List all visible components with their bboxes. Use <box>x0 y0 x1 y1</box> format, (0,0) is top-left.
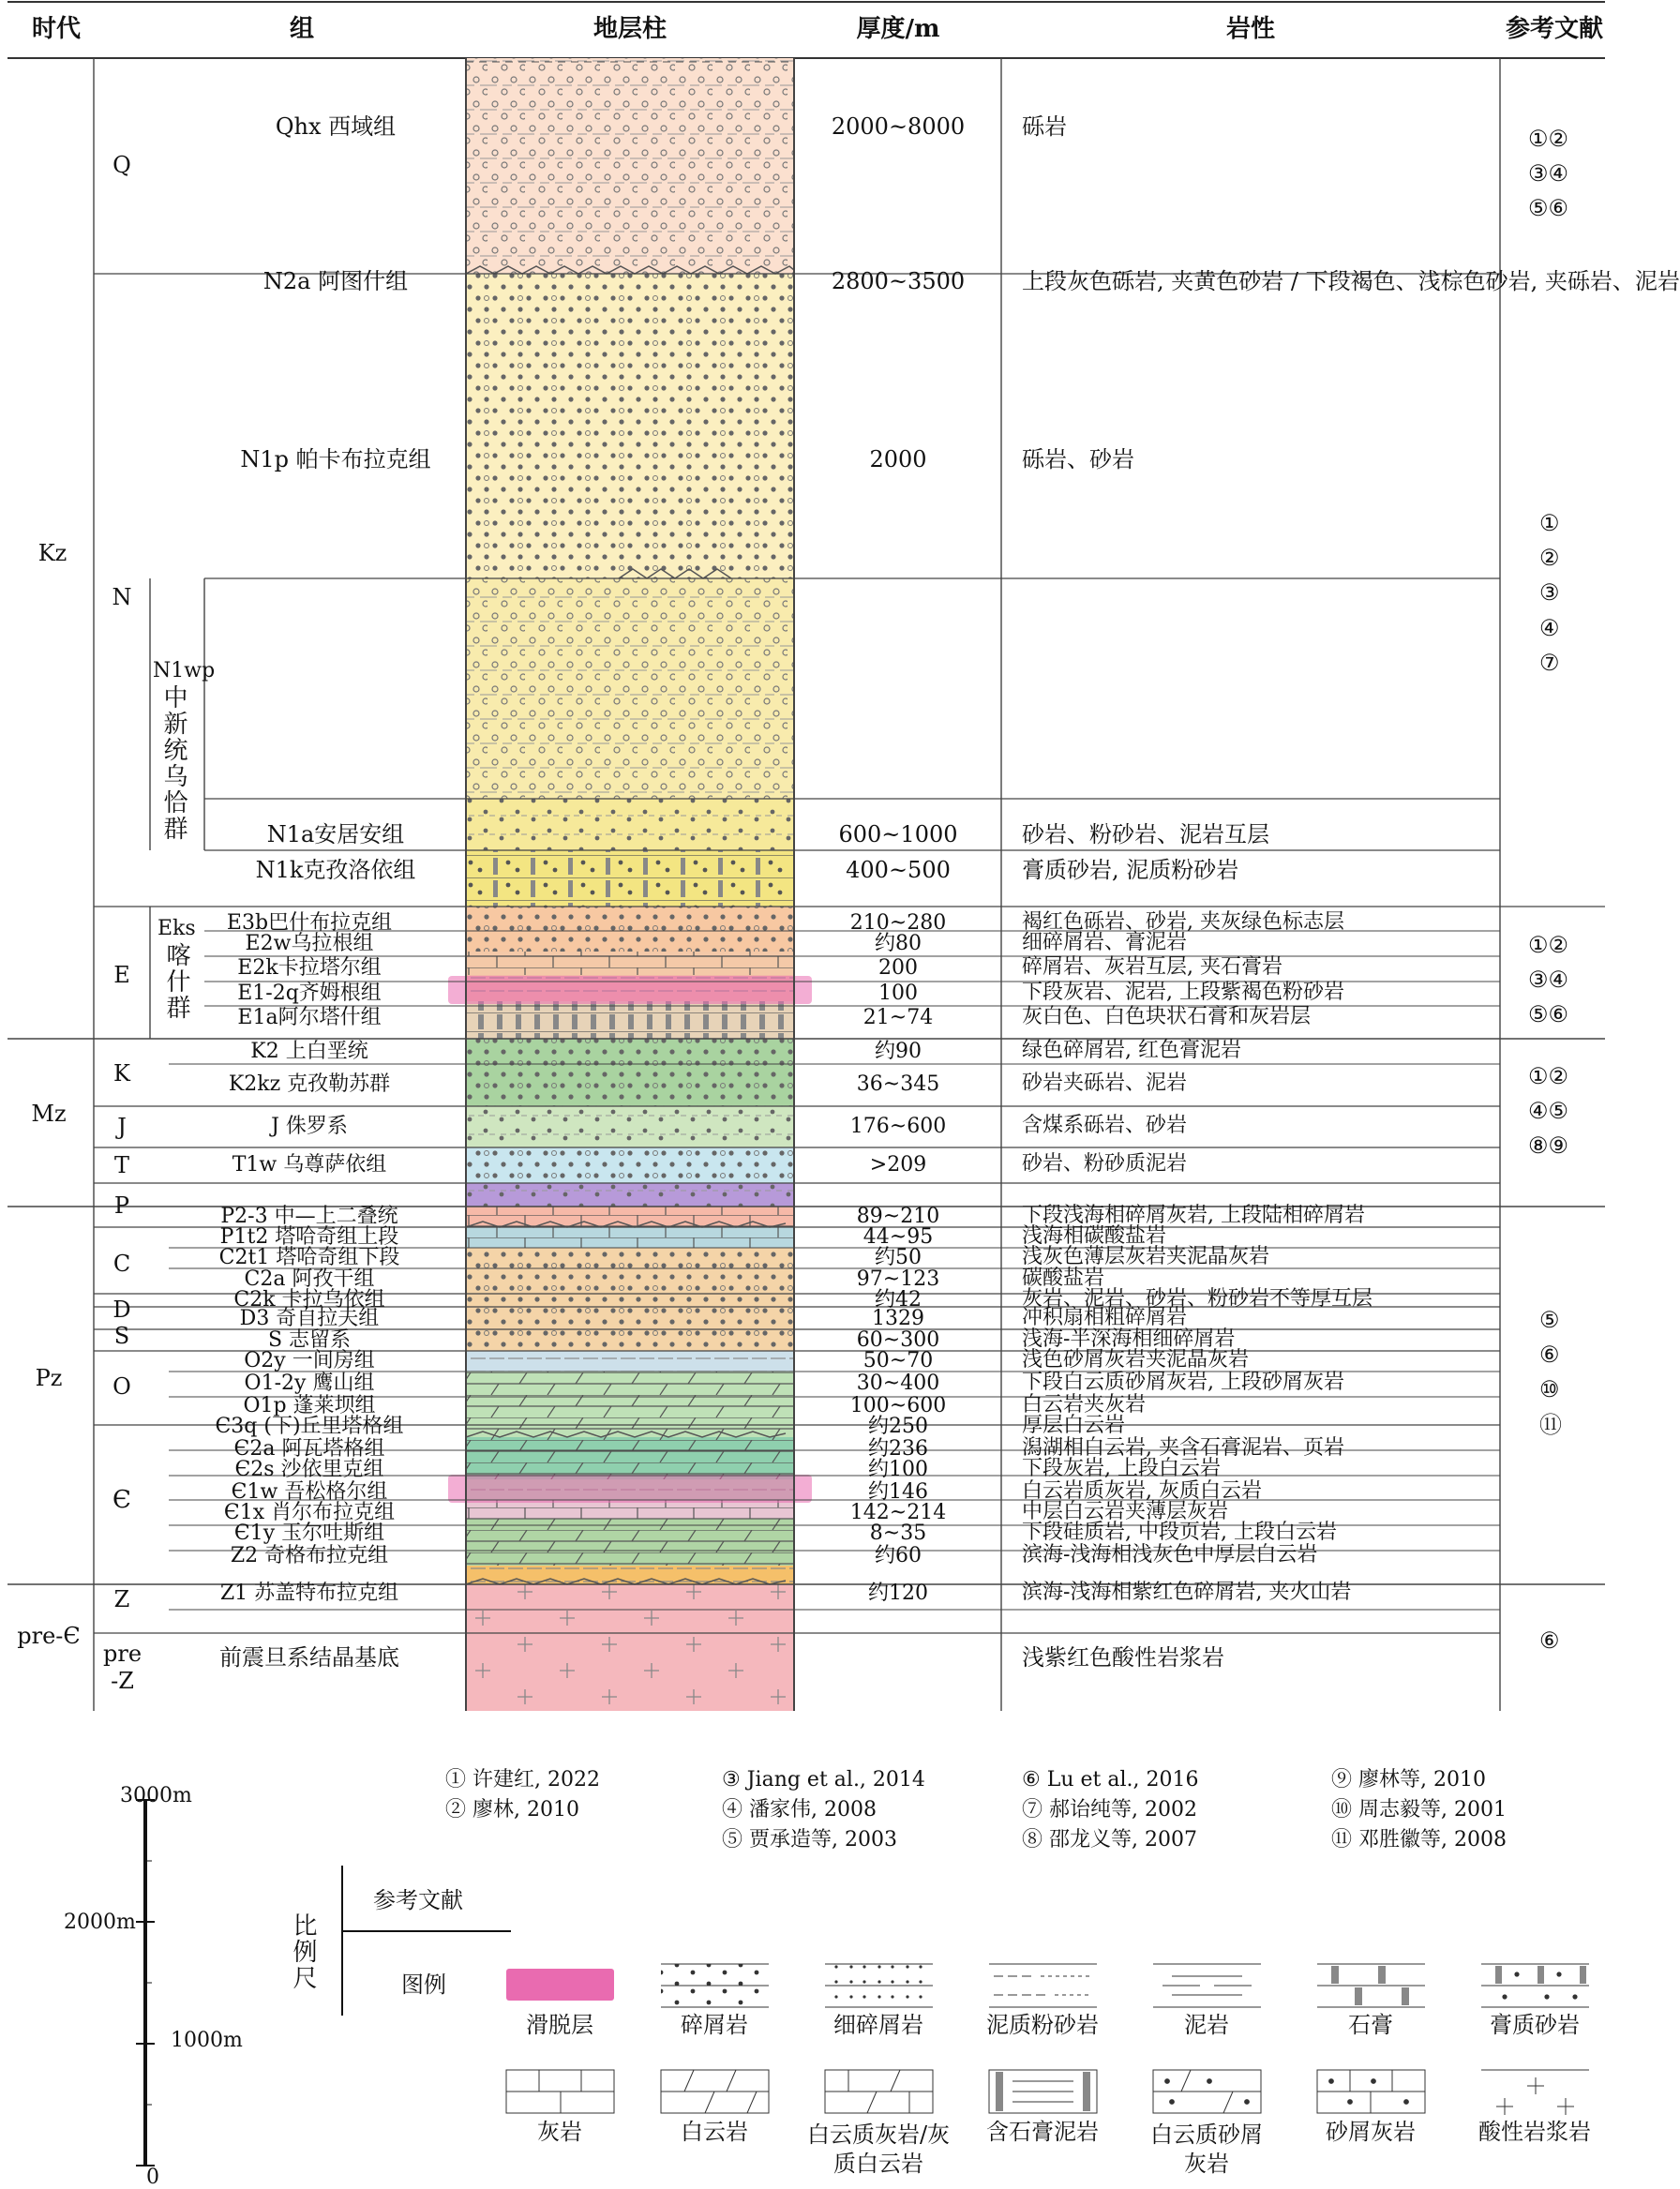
unit-name: Є1y 玉尔吐斯组 <box>233 1522 385 1545</box>
refs-n: ① ② ③ ④ ⑦ <box>1539 510 1560 676</box>
period-e: E <box>113 962 130 988</box>
unit-thickness: 约250 <box>868 1415 928 1438</box>
period-cambrian: Є <box>112 1486 131 1514</box>
legend-label-silty-mudstone: 泥质粉砂岩 <box>986 2012 1099 2038</box>
era-mz: Mz <box>31 1101 67 1127</box>
unit-name: Z2 奇格布拉克组 <box>230 1544 389 1567</box>
header-lithology: 岩性 <box>1225 15 1276 43</box>
refs-pre: ⑥ <box>1539 1627 1560 1654</box>
refs-mz: ①② ④⑤ ⑧⑨ <box>1528 1063 1569 1160</box>
subgroup-eks-name: 喀什群 <box>162 942 190 1021</box>
legend-label-dolomitic-calcarenite: 白云质砂屑灰岩 <box>1150 2122 1263 2178</box>
unit-lithology: 绿色碎屑岩, 红色膏泥岩 <box>1022 1039 1241 1062</box>
unit-lithology: 下段浅海相碎屑灰岩, 上段陆相碎屑岩 <box>1022 1204 1365 1227</box>
unit-lithology: 灰岩、泥岩、砂岩、粉砂岩不等厚互层 <box>1022 1287 1373 1311</box>
reference-11: ⑪ 邓胜徽等, 2008 <box>1331 1828 1507 1852</box>
legend-label-acid-magmatic: 酸性岩浆岩 <box>1478 2119 1591 2145</box>
legend-swatch-gypsum <box>1317 1964 1425 2007</box>
legend-label-mudstone: 泥岩 <box>1184 2012 1229 2038</box>
unit-name: K2 上白垩统 <box>250 1040 368 1063</box>
legend-label-detachment: 滑脱层 <box>526 2012 593 2038</box>
unit-name: Є1w 吾松格尔组 <box>231 1480 388 1504</box>
unit-name: C2a 阿孜干组 <box>244 1267 375 1291</box>
legend-swatch-clastic <box>661 1964 769 2007</box>
unit-thickness: 约146 <box>868 1480 928 1504</box>
unit-name: O1-2y 鹰山组 <box>244 1372 375 1395</box>
unit-thickness: 100 <box>878 982 918 1005</box>
unit-name: Z1 苏盖特布拉克组 <box>219 1582 399 1605</box>
unit-lithology: 下段灰岩, 上段白云岩 <box>1022 1457 1221 1480</box>
period-p: P <box>113 1192 130 1219</box>
unit-thickness: 600~1000 <box>838 821 958 847</box>
legend-swatch-dolomite <box>661 2070 769 2113</box>
period-q: Q <box>112 152 131 178</box>
unit-lithology: 浅海相碳酸盐岩 <box>1022 1224 1167 1248</box>
unit-name: C2t1 塔哈奇组下段 <box>218 1246 400 1269</box>
unit-thickness: 约90 <box>875 1040 922 1063</box>
unit-name: S 志留系 <box>267 1328 352 1352</box>
unit-thickness: 约100 <box>868 1458 928 1481</box>
legend-swatch-fine-clastic <box>825 1964 933 2007</box>
refs-q: ①② ③④ ⑤⑥ <box>1528 126 1569 222</box>
unit-lithology: 滨海-浅海相浅灰色中厚层白云岩 <box>1022 1543 1318 1567</box>
unit-name: C2k 卡拉乌依组 <box>233 1288 385 1312</box>
subgroup-n1wp-code: N1wp <box>153 659 216 682</box>
reference-9: ⑨ 廖林等, 2010 <box>1331 1768 1486 1792</box>
reference-2: ② 廖林, 2010 <box>445 1798 579 1822</box>
legend-title: 图例 <box>401 1972 446 1998</box>
unit-name: N1a安居安组 <box>266 821 405 847</box>
unit-lithology: 砾岩、砂岩 <box>1022 446 1134 472</box>
legend-swatch-detachment <box>506 1969 614 2001</box>
header-refs: 参考文献 <box>1505 15 1604 43</box>
period-t: T <box>113 1152 130 1178</box>
unit-thickness: 50~70 <box>862 1349 934 1372</box>
era-pz: Pz <box>35 1365 63 1391</box>
detachment-layer-cambrian <box>448 1475 812 1503</box>
unit-name: E2w乌拉根组 <box>245 932 374 955</box>
legend-swatch-gypsiferous-sandstone <box>1481 1964 1589 2007</box>
unit-lithology: 下段白云质砂屑灰岩, 上段砂屑灰岩 <box>1022 1371 1344 1394</box>
unit-thickness: 2800~3500 <box>831 268 966 294</box>
reference-8: ⑧ 邵龙义等, 2007 <box>1022 1828 1197 1852</box>
unit-name: E1-2q齐姆根组 <box>237 982 382 1005</box>
unit-thickness: 21~74 <box>862 1006 934 1029</box>
unit-lithology: 冲积扇相粗碎屑岩 <box>1022 1306 1188 1329</box>
legend-swatch-dolomitic-limestone <box>825 2070 933 2113</box>
unit-lithology: 白云岩质灰岩, 灰质白云岩 <box>1022 1479 1262 1503</box>
unit-name: Є3q (下)丘里塔格组 <box>215 1415 404 1438</box>
reference-1: ① 许建红, 2022 <box>445 1768 600 1792</box>
unit-thickness: 60~300 <box>856 1328 940 1352</box>
unit-thickness: 400~500 <box>846 857 951 883</box>
subgroup-n1wp-name: 中新统乌恰群 <box>159 684 188 842</box>
unit-lithology: 含煤系砾岩、砂岩 <box>1022 1114 1188 1137</box>
unit-lithology: 滨海-浅海相紫红色碎屑岩, 夹火山岩 <box>1022 1581 1352 1604</box>
legend-label-fine-clastic: 细碎屑岩 <box>833 2012 923 2038</box>
legend-label-dolomite: 白云岩 <box>681 2119 748 2145</box>
unit-thickness: 44~95 <box>862 1225 934 1249</box>
unit-lithology: 下段硅质岩, 中段页岩, 上段白云岩 <box>1022 1521 1337 1544</box>
legend-label-calcarenite: 砂屑灰岩 <box>1326 2119 1416 2145</box>
refs-legend-title: 参考文献 <box>373 1887 463 1913</box>
legend-swatch-acid-magmatic <box>1481 2070 1589 2115</box>
unit-lithology: 白云岩夹灰岩 <box>1022 1393 1147 1417</box>
scale-tick-1000: 1000m <box>171 2029 243 2052</box>
unit-name: P1t2 塔哈奇组上段 <box>219 1225 399 1249</box>
unit-thickness: 210~280 <box>849 911 947 935</box>
unit-name: E3b巴什布拉克组 <box>226 911 393 935</box>
unit-name: E1a阿尔塔什组 <box>237 1006 382 1029</box>
unit-thickness: 约80 <box>875 932 922 955</box>
period-z: Z <box>113 1586 130 1612</box>
unit-lithology: 浅灰色薄层灰岩夹泥晶灰岩 <box>1022 1245 1270 1268</box>
legend-label-gypsiferous-sandstone: 膏质砂岩 <box>1490 2012 1580 2038</box>
unit-lithology: 厚层白云岩 <box>1022 1414 1126 1437</box>
unit-thickness: 97~123 <box>856 1267 940 1291</box>
reference-6: ⑥ Lu et al., 2016 <box>1022 1768 1199 1792</box>
unit-lithology: 潟湖相白云岩, 夹含石膏泥岩、页岩 <box>1022 1436 1344 1460</box>
period-n: N <box>112 584 132 610</box>
header-era: 时代 <box>31 15 82 43</box>
unit-thickness: 100~600 <box>849 1394 947 1417</box>
unit-thickness: 176~600 <box>849 1115 947 1138</box>
refs-pz: ⑤ ⑥ ⑩ ⑪ <box>1539 1307 1562 1438</box>
legend-label-gypsiferous-mudstone: 含石膏泥岩 <box>986 2119 1099 2145</box>
unit-thickness: 2000~8000 <box>831 113 966 140</box>
unit-lithology: 砂岩夹砾岩、泥岩 <box>1022 1072 1188 1095</box>
period-s: S <box>113 1323 130 1349</box>
unit-name: O1p 蓬莱坝组 <box>243 1394 376 1417</box>
reference-7: ⑦ 郝诒纯等, 2002 <box>1022 1798 1197 1822</box>
scale-tick-2000: 2000m <box>64 1911 136 1934</box>
unit-lithology: 细碎屑岩、膏泥岩 <box>1022 931 1188 954</box>
unit-thickness: 约50 <box>875 1246 922 1269</box>
legend-label-gypsum: 石膏 <box>1348 2012 1393 2038</box>
period-d: D <box>112 1297 131 1323</box>
legend-swatch-mudstone <box>1153 1964 1261 2007</box>
header-column: 地层柱 <box>592 15 668 43</box>
scale-title: 比例尺 <box>289 1912 317 1991</box>
unit-lithology: 浅紫红色酸性岩浆岩 <box>1022 1644 1224 1671</box>
unit-thickness: 36~345 <box>856 1072 940 1096</box>
reference-10: ⑩ 周志毅等, 2001 <box>1331 1798 1507 1822</box>
unit-thickness: >209 <box>869 1153 927 1177</box>
unit-name: Qhx 西域组 <box>275 113 397 140</box>
unit-name: J 侏罗系 <box>271 1115 348 1138</box>
period-k: K <box>113 1060 130 1087</box>
unit-thickness: 约120 <box>868 1582 928 1605</box>
refs-e: ①② ③④ ⑤⑥ <box>1528 932 1569 1028</box>
header-group: 组 <box>289 15 315 43</box>
unit-lithology: 灰白色、白色块状石膏和灰岩层 <box>1022 1005 1312 1028</box>
unit-name: Є2a 阿瓦塔格组 <box>233 1437 385 1461</box>
unit-name: K2kz 克孜勒苏群 <box>228 1072 391 1096</box>
unit-thickness: 8~35 <box>869 1522 927 1545</box>
scale-tick-0: 0 <box>146 2166 159 2189</box>
era-kz: Kz <box>38 540 68 566</box>
unit-name: Є2s 沙依里克组 <box>234 1458 384 1481</box>
unit-lithology: 碎屑岩、灰岩互层, 夹石膏岩 <box>1022 955 1282 979</box>
unit-thickness: 约236 <box>868 1437 928 1461</box>
unit-lithology: 砂岩、粉砂质泥岩 <box>1022 1152 1188 1176</box>
unit-lithology: 下段灰岩、泥岩, 上段紫褐色粉砂岩 <box>1022 981 1344 1004</box>
reference-3: ③ Jiang et al., 2014 <box>722 1768 925 1792</box>
era-pre: pre-Є <box>17 1623 81 1649</box>
unit-lithology: 浅色砂屑灰岩夹泥晶灰岩 <box>1022 1348 1250 1372</box>
reference-4: ④ 潘家伟, 2008 <box>722 1798 877 1822</box>
legend-swatch-calcarenite <box>1317 2070 1425 2113</box>
unit-name: 前震旦系结晶基底 <box>219 1644 399 1671</box>
period-o: O <box>112 1373 131 1400</box>
legend-swatch-silty-mudstone <box>989 1964 1097 2007</box>
legend-label-limestone: 灰岩 <box>537 2119 582 2145</box>
reference-5: ⑤ 贾承造等, 2003 <box>722 1828 897 1852</box>
unit-thickness: 30~400 <box>856 1372 940 1395</box>
unit-lithology: 上段灰色砾岩, 夹黄色砂岩 / 下段褐色、浅棕色砂岩, 夹砾岩、泥岩 <box>1022 268 1680 294</box>
unit-thickness: 约60 <box>875 1544 922 1567</box>
unit-name: N1p 帕卡布拉克组 <box>240 446 431 472</box>
unit-name: N2a 阿图什组 <box>262 268 409 294</box>
unit-lithology: 浅海-半深海相细碎屑岩 <box>1022 1327 1236 1351</box>
legend-swatch-limestone <box>506 2070 614 2113</box>
header-thickness: 厚度/m <box>856 15 940 43</box>
unit-lithology: 褐红色砾岩、砂岩, 夹灰绿色标志层 <box>1022 910 1344 934</box>
legend-label-dolomitic-limestone: 白云质灰岩/灰质白云岩 <box>806 2122 951 2178</box>
unit-lithology: 中层白云岩夹薄层灰岩 <box>1022 1500 1229 1523</box>
detachment-layer-e <box>448 976 812 1004</box>
subgroup-eks-code: Eks <box>158 917 196 940</box>
unit-name: N1k克孜洛依组 <box>255 857 416 883</box>
scale-tick-3000: 3000m <box>120 1784 192 1807</box>
unit-name: T1w 乌尊萨依组 <box>232 1153 387 1177</box>
unit-name: O2y 一间房组 <box>244 1349 375 1372</box>
unit-name: E2k卡拉塔尔组 <box>237 956 382 980</box>
unit-lithology: 砂岩、粉砂岩、泥岩互层 <box>1022 821 1269 847</box>
period-j: J <box>117 1114 127 1140</box>
unit-thickness: 142~214 <box>849 1501 947 1524</box>
unit-name: Є1x 肖尔布拉克组 <box>223 1501 396 1524</box>
unit-lithology: 碳酸盐岩 <box>1022 1267 1105 1290</box>
legend-label-clastic: 碎屑岩 <box>681 2012 748 2038</box>
unit-lithology: 砾岩 <box>1022 113 1067 140</box>
legend-swatch-gypsiferous-mudstone <box>989 2070 1097 2113</box>
unit-thickness: 2000 <box>869 446 927 472</box>
unit-name: D3 奇自拉夫组 <box>239 1307 380 1330</box>
unit-thickness: 200 <box>878 956 918 980</box>
unit-thickness: 约42 <box>875 1288 922 1312</box>
unit-name: P2-3 中—上二叠统 <box>220 1205 398 1228</box>
unit-thickness: 89~210 <box>856 1205 940 1228</box>
period-c: C <box>112 1251 131 1277</box>
legend-swatch-dolomitic-calcarenite <box>1153 2070 1261 2113</box>
unit-thickness: 1329 <box>872 1307 924 1330</box>
period-pre-z: pre -Z <box>103 1641 142 1694</box>
unit-lithology: 膏质砂岩, 泥质粉砂岩 <box>1022 857 1239 883</box>
